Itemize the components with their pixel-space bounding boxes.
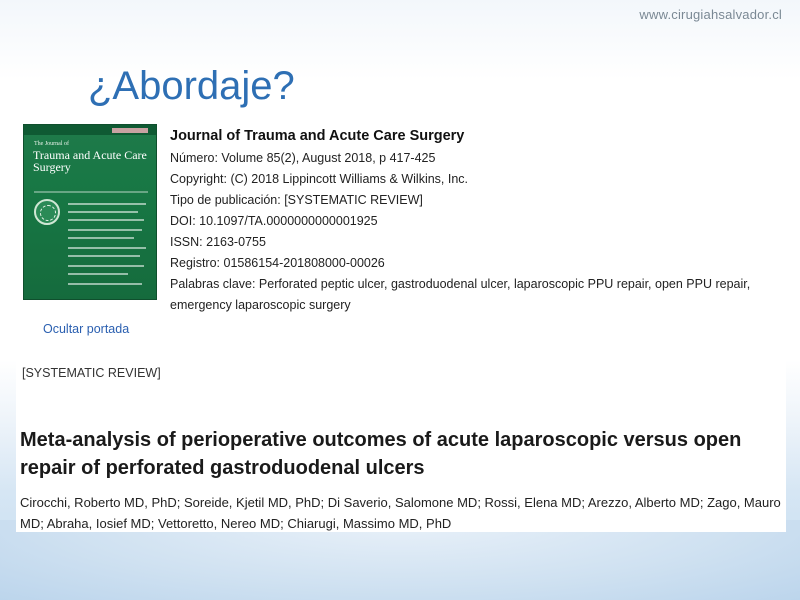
- cover-toc-line: [68, 219, 144, 221]
- cover-logo-box: [112, 128, 148, 133]
- doi: DOI: 10.1097/TA.0000000000001925: [170, 214, 378, 228]
- cover-toc-line: [68, 229, 142, 231]
- website-url: www.cirugiahsalvador.cl: [639, 7, 782, 22]
- cover-rule: [34, 191, 148, 193]
- journal-cover-image: [23, 124, 157, 300]
- issue-number: Número: Volume 85(2), August 2018, p 417-425: [170, 151, 436, 165]
- cover-toc-line: [68, 211, 138, 213]
- cover-seal-icon: [34, 199, 60, 225]
- cover-toc-line: [68, 237, 134, 239]
- cover-toc-line: [68, 283, 142, 285]
- cover-toc-line: [68, 255, 140, 257]
- article-type-tag: [SYSTEMATIC REVIEW]: [22, 366, 161, 380]
- cover-toc-line: [68, 273, 128, 275]
- keywords: Palabras clave: Perforated peptic ulcer, gastroduodenal ulcer, laparoscopic PPU repair, open PPU repair, emergency laparoscopic surgery: [170, 277, 751, 312]
- hide-cover-link[interactable]: Ocultar portada: [43, 322, 130, 336]
- journal-name: Journal of Trauma and Acute Care Surgery: [170, 128, 465, 144]
- cover-footer-box: [68, 301, 148, 317]
- cover-toc-line: [68, 203, 146, 205]
- record-metadata: [170, 126, 770, 316]
- cover-title: Trauma and Acute Care Surgery: [33, 148, 147, 174]
- article-authors: Cirocchi, Roberto MD, PhD; Soreide, Kjetil MD, PhD; Di Saverio, Salomone MD; Rossi, Elena MD; Arezzo, Alberto MD; Zago, Mauro MD; Abraha, Iosief MD; Vettoretto, Nereo MD; Chiarugi, Massimo MD, PhD: [20, 495, 781, 531]
- issn: ISSN: 2163-0755: [170, 235, 266, 249]
- registry-number: Registro: 01586154-201808000-00026: [170, 256, 385, 270]
- publication-type: Tipo de publicación: [SYSTEMATIC REVIEW]: [170, 193, 423, 207]
- cover-toc-line: [68, 265, 144, 267]
- article-title: Meta-analysis of perioperative outcomes of acute laparoscopic versus open repair of perforated gastroduodenal ulcers: [20, 429, 742, 479]
- cover-toc-line: [68, 247, 146, 249]
- slide-title: ¿Abordaje?: [88, 64, 295, 108]
- cover-small-text: The Journal of: [34, 141, 69, 147]
- copyright: Copyright: (C) 2018 Lippincott Williams & Wilkins, Inc.: [170, 172, 469, 186]
